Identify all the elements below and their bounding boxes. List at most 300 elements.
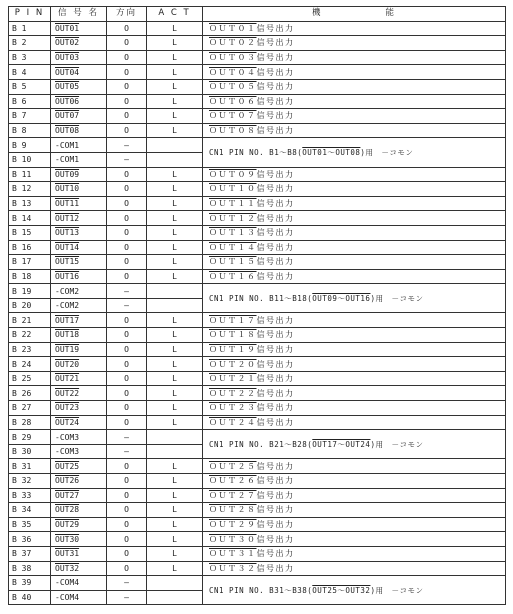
function-cell [203, 546, 506, 561]
function-description: 信号出力 [256, 126, 295, 136]
direction-cell: O [107, 255, 147, 270]
table-row [9, 313, 506, 328]
act-cell: L [147, 474, 203, 489]
function-signal-id: ＯＵＴ０６ [209, 96, 257, 106]
direction-cell: O [107, 21, 147, 36]
function-signal-id: ＯＵＴ２９ [209, 520, 257, 530]
table-row [9, 50, 506, 65]
function-cell [203, 36, 506, 51]
common-suffix: )用 －コモン [370, 439, 424, 449]
signal-name-cell [51, 503, 107, 518]
function-signal-id: ＯＵＴ０３ [209, 53, 257, 63]
function-signal-id: ＯＵＴ１３ [209, 228, 257, 238]
direction-cell: O [107, 240, 147, 255]
function-signal-id: ＯＵＴ２２ [209, 388, 257, 398]
act-cell: L [147, 21, 203, 36]
act-cell [147, 430, 203, 445]
table-row [9, 94, 506, 109]
pin-cell: B 9 [9, 138, 51, 153]
function-description: 信号出力 [256, 96, 295, 106]
act-cell [147, 590, 203, 605]
common-prefix: CN1 PIN NO. B31～B38( [209, 585, 313, 595]
common-function-cell [203, 284, 506, 313]
function-signal-id: ＯＵＴ２０ [209, 359, 257, 369]
function-description: 信号出力 [256, 111, 295, 121]
function-signal-id: ＯＵＴ１７ [209, 315, 257, 325]
signal-name-cell: -COM3 [51, 430, 107, 445]
pin-cell: B 21 [9, 313, 51, 328]
table-row [9, 79, 506, 94]
act-cell: L [147, 269, 203, 284]
function-cell [203, 474, 506, 489]
signal-name-cell-text: OUT13 [55, 228, 80, 238]
signal-name-cell [51, 182, 107, 197]
act-cell: L [147, 255, 203, 270]
function-description: 信号出力 [256, 344, 295, 354]
function-description: 信号出力 [256, 82, 295, 92]
signal-name-cell-text: OUT32 [55, 563, 80, 573]
signal-name-cell-text: OUT16 [55, 271, 80, 281]
function-description: 信号出力 [256, 67, 295, 77]
function-signal-id: ＯＵＴ１８ [209, 330, 257, 340]
common-signal-range: OUT17～OUT24 [312, 439, 371, 449]
table-row [9, 415, 506, 430]
function-cell [203, 561, 506, 576]
signal-name-cell [51, 401, 107, 416]
signal-name-cell-text: OUT15 [55, 257, 80, 267]
pin-cell: B 25 [9, 371, 51, 386]
signal-name-cell-text: OUT17 [55, 315, 80, 325]
pin-cell: B 13 [9, 196, 51, 211]
signal-name-cell [51, 371, 107, 386]
function-cell [203, 357, 506, 372]
act-cell: L [147, 94, 203, 109]
signal-name-cell-text: OUT20 [55, 359, 80, 369]
header-pin: P I N [9, 7, 51, 22]
header-act: A C T [147, 7, 203, 22]
common-signal-range: OUT25～OUT32 [312, 585, 371, 595]
function-description: 信号出力 [256, 169, 295, 179]
direction-cell: O [107, 196, 147, 211]
pin-cell: B 16 [9, 240, 51, 255]
function-signal-id: ＯＵＴ２１ [209, 374, 257, 384]
table-row [9, 386, 506, 401]
direction-cell: O [107, 167, 147, 182]
pin-cell: B 3 [9, 50, 51, 65]
function-signal-id: ＯＵＴ１５ [209, 257, 257, 267]
function-cell [203, 371, 506, 386]
table-row [9, 211, 506, 226]
function-signal-id: ＯＵＴ０８ [209, 126, 257, 136]
signal-name-cell: -COM1 [51, 152, 107, 167]
signal-name-cell-text: OUT02 [55, 38, 80, 48]
pin-cell: B 19 [9, 284, 51, 299]
function-cell [203, 225, 506, 240]
function-cell [203, 182, 506, 197]
function-description: 信号出力 [256, 315, 295, 325]
direction-cell: O [107, 371, 147, 386]
signal-name-cell [51, 459, 107, 474]
act-cell [147, 138, 203, 153]
table-row [9, 342, 506, 357]
table-row [9, 196, 506, 211]
pin-cell: B 7 [9, 109, 51, 124]
pin-cell: B 4 [9, 65, 51, 80]
direction-cell: O [107, 488, 147, 503]
pin-cell: B 34 [9, 503, 51, 518]
function-signal-id: ＯＵＴ２５ [209, 461, 257, 471]
direction-cell: O [107, 328, 147, 343]
pin-table [8, 6, 506, 605]
pin-cell: B 39 [9, 576, 51, 591]
signal-name-cell-text: OUT07 [55, 111, 80, 121]
function-signal-id: ＯＵＴ２３ [209, 403, 257, 413]
function-cell [203, 123, 506, 138]
act-cell: L [147, 182, 203, 197]
act-cell: L [147, 211, 203, 226]
pin-assignment-sheet [8, 6, 505, 605]
act-cell: L [147, 415, 203, 430]
signal-name-cell [51, 50, 107, 65]
table-row [9, 225, 506, 240]
function-signal-id: ＯＵＴ３２ [209, 563, 257, 573]
signal-name-cell-text: OUT10 [55, 184, 80, 194]
function-description: 信号出力 [256, 388, 295, 398]
signal-name-cell: -COM2 [51, 284, 107, 299]
table-row [9, 284, 506, 299]
function-cell [203, 94, 506, 109]
act-cell [147, 284, 203, 299]
function-description: 信号出力 [256, 534, 295, 544]
act-cell [147, 152, 203, 167]
direction-cell: — [107, 430, 147, 445]
pin-cell: B 1 [9, 21, 51, 36]
direction-cell: O [107, 269, 147, 284]
direction-cell: O [107, 386, 147, 401]
signal-name-cell-text: OUT12 [55, 213, 80, 223]
signal-name-cell [51, 36, 107, 51]
signal-name-cell [51, 269, 107, 284]
function-signal-id: ＯＵＴ０１ [209, 23, 257, 33]
direction-cell: O [107, 459, 147, 474]
act-cell: L [147, 561, 203, 576]
pin-cell: B 37 [9, 546, 51, 561]
common-function-cell [203, 138, 506, 167]
direction-cell: O [107, 109, 147, 124]
table-row [9, 269, 506, 284]
function-signal-id: ＯＵＴ２４ [209, 417, 257, 427]
table-row [9, 109, 506, 124]
common-signal-range: OUT09～OUT16 [312, 293, 371, 303]
table-row [9, 167, 506, 182]
common-suffix: )用 －コモン [360, 147, 414, 157]
act-cell: L [147, 532, 203, 547]
signal-name-cell [51, 415, 107, 430]
signal-name-cell [51, 328, 107, 343]
pin-cell: B 22 [9, 328, 51, 343]
act-cell: L [147, 240, 203, 255]
pin-cell: B 31 [9, 459, 51, 474]
signal-name-cell [51, 94, 107, 109]
direction-cell: O [107, 50, 147, 65]
function-cell [203, 269, 506, 284]
signal-name-cell-text: OUT01 [55, 23, 80, 33]
function-description: 信号出力 [256, 242, 295, 252]
signal-name-cell [51, 21, 107, 36]
pin-cell: B 40 [9, 590, 51, 605]
function-signal-id: ＯＵＴ０５ [209, 82, 257, 92]
pin-cell: B 32 [9, 474, 51, 489]
table-row [9, 517, 506, 532]
function-cell [203, 255, 506, 270]
function-signal-id: ＯＵＴ０９ [209, 169, 257, 179]
function-description: 信号出力 [256, 490, 295, 500]
direction-cell: O [107, 94, 147, 109]
signal-name-cell [51, 240, 107, 255]
signal-name-cell: -COM4 [51, 576, 107, 591]
signal-name-cell [51, 488, 107, 503]
function-description: 信号出力 [256, 184, 295, 194]
function-signal-id: ＯＵＴ１０ [209, 184, 257, 194]
signal-name-cell [51, 517, 107, 532]
signal-name-cell [51, 561, 107, 576]
direction-cell: — [107, 444, 147, 459]
signal-name-cell-text: OUT27 [55, 490, 80, 500]
pin-cell: B 36 [9, 532, 51, 547]
function-cell [203, 65, 506, 80]
signal-name-cell [51, 225, 107, 240]
act-cell: L [147, 196, 203, 211]
function-cell [203, 313, 506, 328]
direction-cell: O [107, 211, 147, 226]
function-signal-id: ＯＵＴ１４ [209, 242, 257, 252]
act-cell: L [147, 167, 203, 182]
signal-name-cell [51, 357, 107, 372]
function-cell [203, 488, 506, 503]
direction-cell: — [107, 576, 147, 591]
function-cell [203, 196, 506, 211]
direction-cell: — [107, 138, 147, 153]
signal-name-cell-text: OUT14 [55, 242, 80, 252]
signal-name-cell-text: OUT03 [55, 53, 80, 63]
direction-cell: O [107, 313, 147, 328]
signal-name-cell [51, 386, 107, 401]
signal-name-cell [51, 474, 107, 489]
function-cell [203, 167, 506, 182]
header-direction: 方向 [107, 7, 147, 22]
direction-cell: O [107, 474, 147, 489]
pin-cell: B 33 [9, 488, 51, 503]
signal-name-cell [51, 65, 107, 80]
act-cell: L [147, 328, 203, 343]
table-row [9, 240, 506, 255]
direction-cell: O [107, 401, 147, 416]
function-signal-id: ＯＵＴ１９ [209, 344, 257, 354]
function-signal-id: ＯＵＴ２８ [209, 505, 257, 515]
act-cell: L [147, 342, 203, 357]
table-row [9, 182, 506, 197]
signal-name-cell: -COM2 [51, 298, 107, 313]
function-description: 信号出力 [256, 563, 295, 573]
common-prefix: CN1 PIN NO. B1～B8( [209, 147, 303, 157]
pin-cell: B 5 [9, 79, 51, 94]
function-cell [203, 109, 506, 124]
pin-cell: B 11 [9, 167, 51, 182]
function-description: 信号出力 [256, 23, 295, 33]
function-cell [203, 211, 506, 226]
common-function-cell [203, 576, 506, 605]
direction-cell: — [107, 152, 147, 167]
act-cell: L [147, 225, 203, 240]
signal-name-cell [51, 211, 107, 226]
signal-name-cell-text: OUT21 [55, 374, 80, 384]
signal-name-cell [51, 79, 107, 94]
function-signal-id: ＯＵＴ０７ [209, 111, 257, 121]
signal-name-cell [51, 546, 107, 561]
pin-cell: B 28 [9, 415, 51, 430]
signal-name-cell [51, 196, 107, 211]
act-cell: L [147, 459, 203, 474]
act-cell: L [147, 503, 203, 518]
function-signal-id: ＯＵＴ０４ [209, 67, 257, 77]
pin-cell: B 29 [9, 430, 51, 445]
table-row [9, 576, 506, 591]
act-cell: L [147, 371, 203, 386]
pin-cell: B 20 [9, 298, 51, 313]
signal-name-cell-text: OUT26 [55, 476, 80, 486]
pin-cell: B 12 [9, 182, 51, 197]
function-description: 信号出力 [256, 417, 295, 427]
signal-name-cell [51, 255, 107, 270]
function-cell [203, 79, 506, 94]
function-description: 信号出力 [256, 199, 295, 209]
signal-name-cell [51, 109, 107, 124]
pin-cell: B 38 [9, 561, 51, 576]
signal-name-cell-text: OUT30 [55, 534, 80, 544]
direction-cell: O [107, 415, 147, 430]
direction-cell: O [107, 532, 147, 547]
direction-cell: O [107, 79, 147, 94]
function-description: 信号出力 [256, 228, 295, 238]
function-description: 信号出力 [256, 549, 295, 559]
signal-name-cell [51, 123, 107, 138]
function-signal-id: ＯＵＴ３１ [209, 549, 257, 559]
table-row [9, 430, 506, 445]
signal-name-cell-text: OUT31 [55, 549, 80, 559]
pin-cell: B 30 [9, 444, 51, 459]
pin-table-body [9, 21, 506, 605]
function-cell [203, 50, 506, 65]
signal-name-cell-text: OUT08 [55, 126, 80, 136]
pin-cell: B 23 [9, 342, 51, 357]
function-signal-id: ＯＵＴ０２ [209, 38, 257, 48]
signal-name-cell-text: OUT09 [55, 169, 80, 179]
table-row [9, 138, 506, 153]
signal-name-cell-text: OUT19 [55, 344, 80, 354]
act-cell [147, 298, 203, 313]
act-cell: L [147, 357, 203, 372]
header-signal-name: 信 号 名 [51, 7, 107, 22]
function-cell [203, 401, 506, 416]
signal-name-cell-text: OUT18 [55, 330, 80, 340]
function-cell [203, 386, 506, 401]
signal-name-cell-text: OUT25 [55, 461, 80, 471]
function-description: 信号出力 [256, 359, 295, 369]
function-signal-id: ＯＵＴ２６ [209, 476, 257, 486]
header-row [9, 7, 506, 22]
direction-cell: O [107, 123, 147, 138]
direction-cell: O [107, 342, 147, 357]
direction-cell: O [107, 65, 147, 80]
function-description: 信号出力 [256, 257, 295, 267]
function-cell [203, 240, 506, 255]
act-cell: L [147, 79, 203, 94]
table-row [9, 546, 506, 561]
function-description: 信号出力 [256, 374, 295, 384]
signal-name-cell-text: OUT11 [55, 199, 80, 209]
signal-name-cell: -COM3 [51, 444, 107, 459]
direction-cell: O [107, 517, 147, 532]
function-signal-id: ＯＵＴ３０ [209, 534, 257, 544]
act-cell: L [147, 123, 203, 138]
function-description: 信号出力 [256, 403, 295, 413]
table-row [9, 503, 506, 518]
pin-cell: B 17 [9, 255, 51, 270]
table-row [9, 474, 506, 489]
function-signal-id: ＯＵＴ１２ [209, 213, 257, 223]
pin-cell: B 10 [9, 152, 51, 167]
common-prefix: CN1 PIN NO. B21～B28( [209, 439, 313, 449]
table-row [9, 21, 506, 36]
common-prefix: CN1 PIN NO. B11～B18( [209, 293, 313, 303]
act-cell: L [147, 50, 203, 65]
direction-cell: O [107, 36, 147, 51]
table-row [9, 371, 506, 386]
common-signal-range: OUT01～OUT08 [302, 147, 361, 157]
pin-cell: B 35 [9, 517, 51, 532]
function-cell [203, 459, 506, 474]
act-cell [147, 576, 203, 591]
table-row [9, 459, 506, 474]
direction-cell: — [107, 298, 147, 313]
pin-cell: B 26 [9, 386, 51, 401]
signal-name-cell-text: OUT22 [55, 388, 80, 398]
signal-name-cell-text: OUT24 [55, 417, 80, 427]
direction-cell: O [107, 561, 147, 576]
function-description: 信号出力 [256, 38, 295, 48]
function-cell [203, 532, 506, 547]
signal-name-cell [51, 313, 107, 328]
function-description: 信号出力 [256, 53, 295, 63]
table-row [9, 123, 506, 138]
signal-name-cell-text: OUT06 [55, 96, 80, 106]
function-description: 信号出力 [256, 520, 295, 530]
common-function-cell [203, 430, 506, 459]
signal-name-cell-text: OUT05 [55, 82, 80, 92]
function-cell [203, 415, 506, 430]
function-description: 信号出力 [256, 461, 295, 471]
table-row [9, 357, 506, 372]
act-cell: L [147, 65, 203, 80]
function-signal-id: ＯＵＴ２７ [209, 490, 257, 500]
signal-name-cell-text: OUT23 [55, 403, 80, 413]
common-suffix: )用 －コモン [370, 585, 424, 595]
signal-name-cell [51, 532, 107, 547]
function-cell [203, 342, 506, 357]
function-signal-id: ＯＵＴ１６ [209, 271, 257, 281]
signal-name-cell: -COM4 [51, 590, 107, 605]
function-description: 信号出力 [256, 476, 295, 486]
